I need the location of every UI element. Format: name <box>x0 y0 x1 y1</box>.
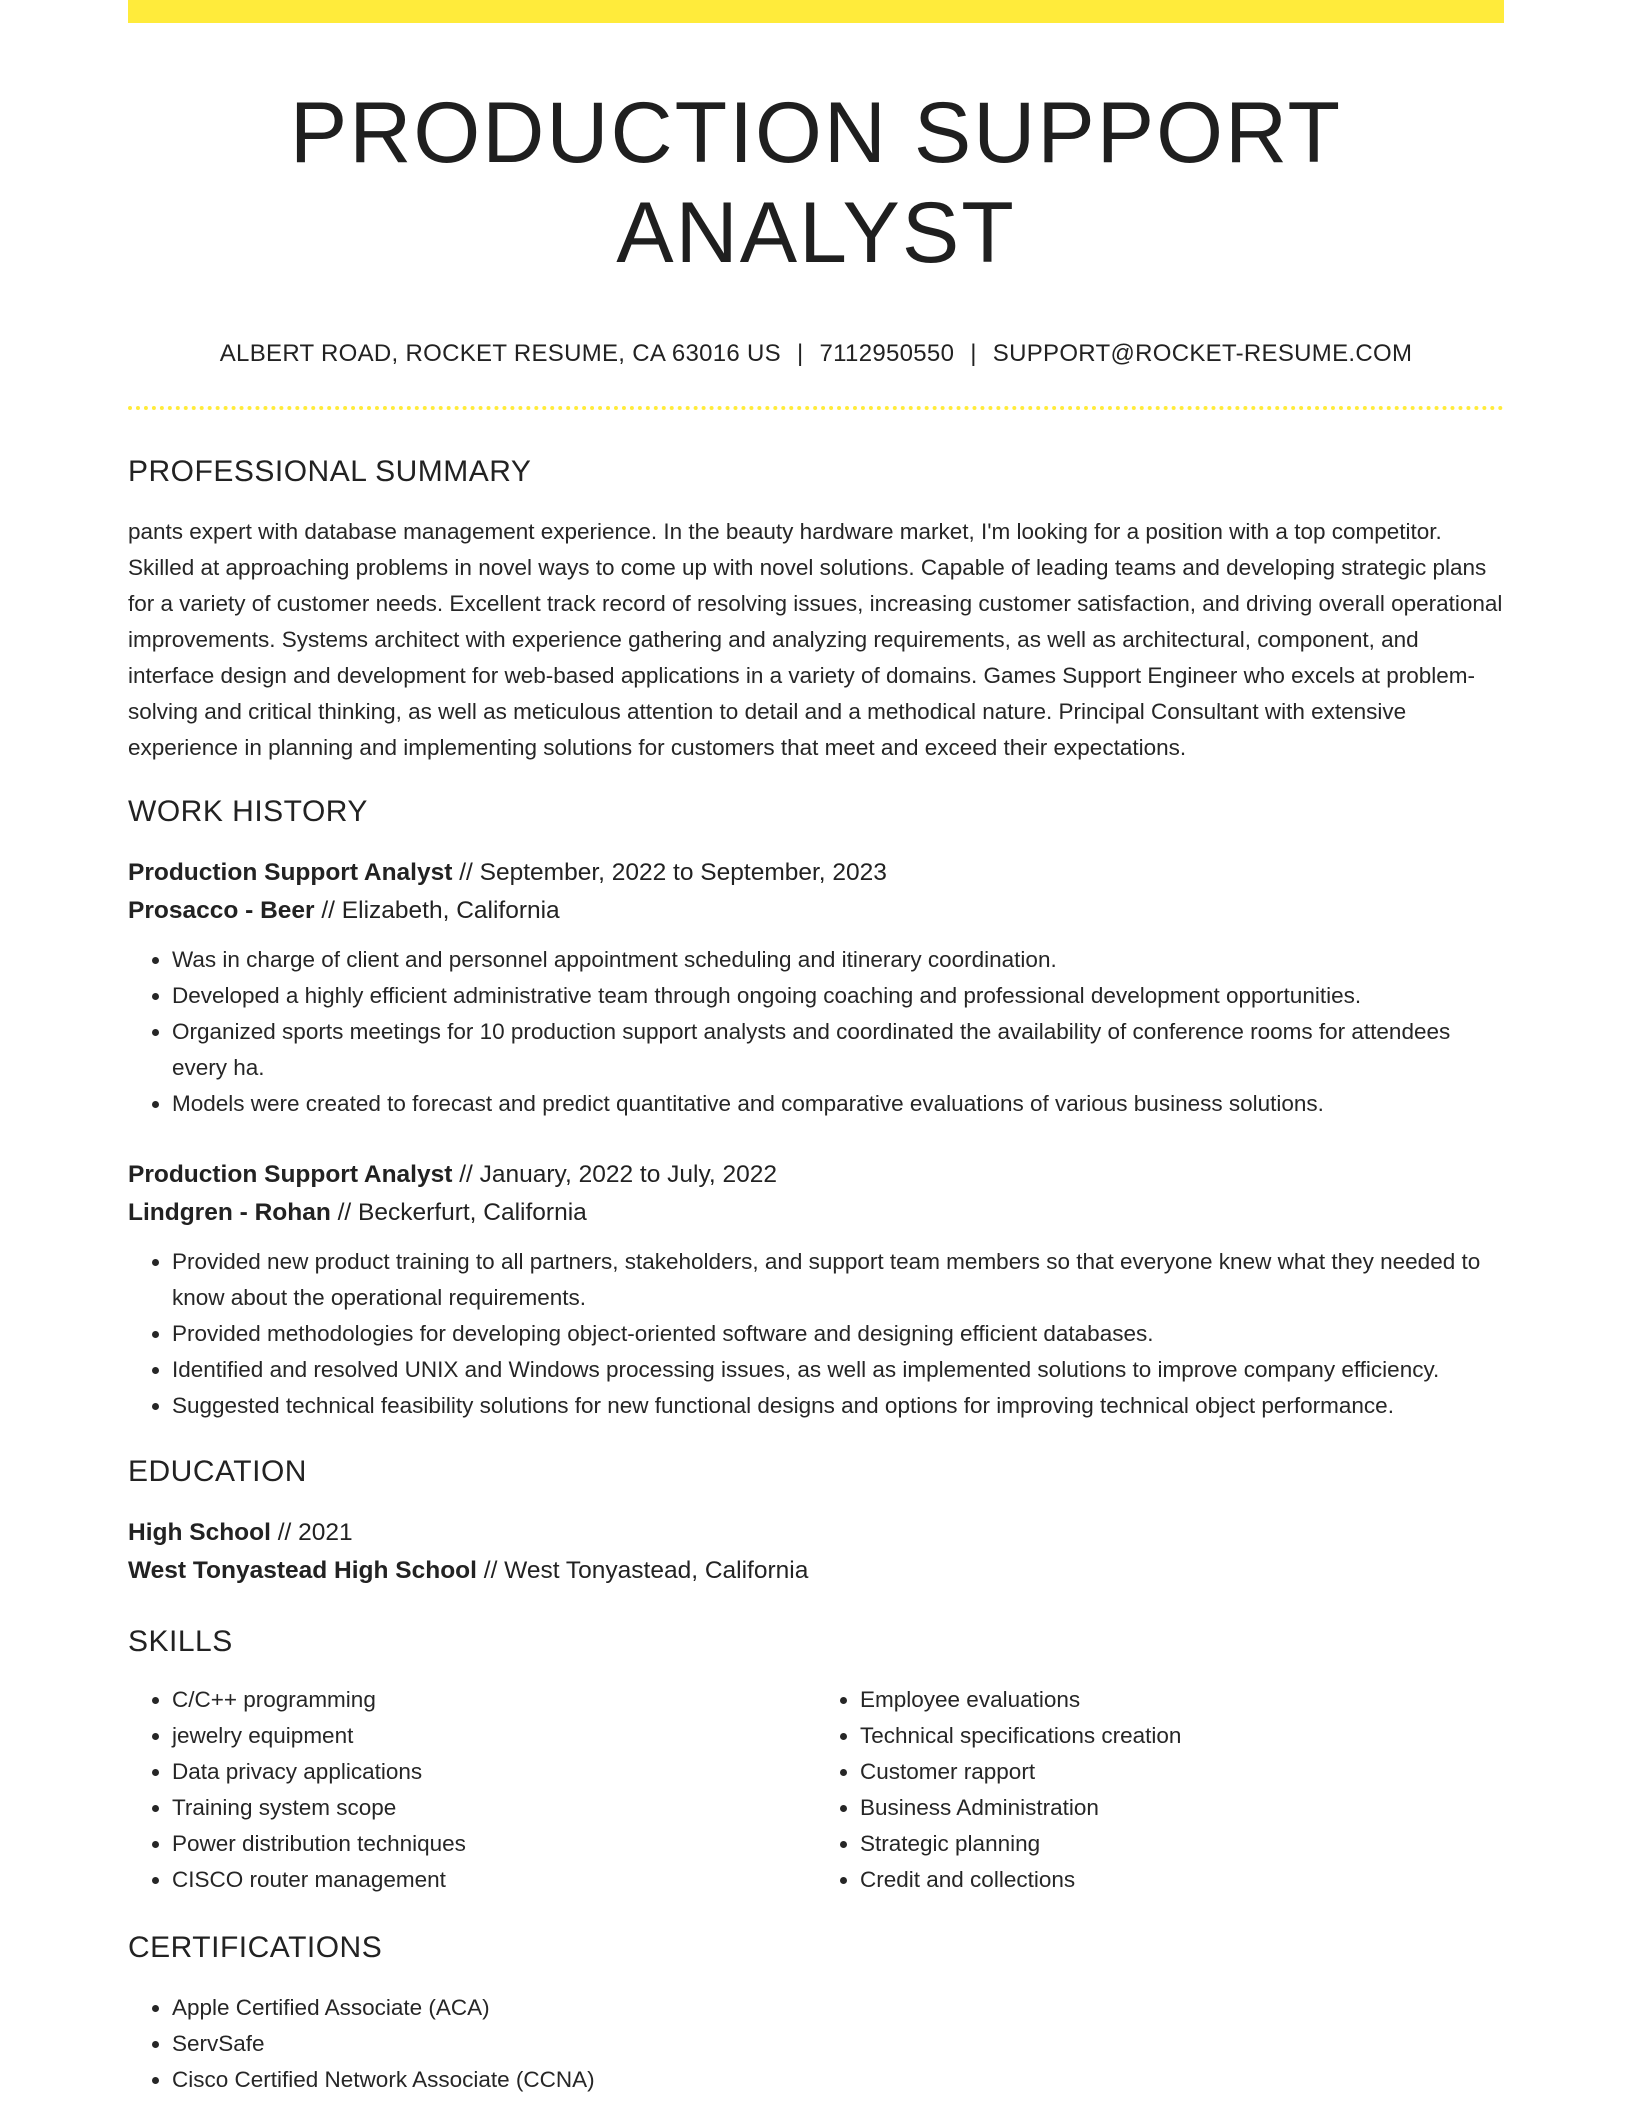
list-item: • Power distribution techniques <box>172 1826 816 1862</box>
list-item: • Organized sports meetings for 10 production support analysts and coordinated the availability of conference rooms for attendees every ha. <box>172 1014 1504 1086</box>
resume-title: PRODUCTION SUPPORT ANALYST <box>289 85 1343 281</box>
certifications-heading: CERTIFICATIONS <box>128 1931 383 1964</box>
list-item: • Strategic planning <box>860 1826 1504 1862</box>
list-item: • Was in charge of client and personnel appointment scheduling and itinerary coordination. <box>172 942 1504 978</box>
dotted-divider <box>128 406 1504 410</box>
contact-separator: | <box>796 340 804 367</box>
contact-email: SUPPORT@ROCKET-RESUME.COM <box>992 340 1413 367</box>
job-title: Production Support Analyst <box>128 859 453 886</box>
job-title-line <box>128 854 1504 892</box>
education-heading: EDUCATION <box>128 1455 307 1488</box>
job-company-line <box>128 892 1504 930</box>
list-item: • Business Administration <box>860 1790 1504 1826</box>
job-company: Lindgren - Rohan <box>128 1199 331 1226</box>
job-dates: // September, 2022 to September, 2023 <box>452 859 887 886</box>
job-bullets <box>128 1244 1504 1424</box>
list-item: • ServSafe <box>172 2026 1504 2062</box>
list-item: • Provided methodologies for developing object-oriented software and designing efficient databases. <box>172 1316 1504 1352</box>
list-item: • CISCO router management <box>172 1862 816 1898</box>
list-item: • Cisco Certified Network Associate (CCNA) <box>172 2062 1504 2098</box>
list-item: • Suggested technical feasibility solutions for new functional designs and options for improving technical object performance. <box>172 1388 1504 1424</box>
education-school: West Tonyastead High School <box>128 1557 477 1584</box>
skills-heading: SKILLS <box>128 1625 233 1658</box>
list-item: • Apple Certified Associate (ACA) <box>172 1990 1504 2026</box>
job-title-line <box>128 1156 1504 1194</box>
job-dates: // January, 2022 to July, 2022 <box>452 1161 778 1188</box>
job-title: Production Support Analyst <box>128 1161 453 1188</box>
education-school-line <box>128 1552 1504 1590</box>
education-location: // West Tonyastead, California <box>476 1557 809 1584</box>
list-item: • Provided new product training to all partners, stakeholders, and support team members so that everyone knew what they needed to know about the operational requirements. <box>172 1244 1504 1316</box>
contact-line <box>128 339 1504 369</box>
education-degree-line <box>128 1514 1504 1552</box>
job-location: // Beckerfurt, California <box>330 1199 587 1226</box>
job-bullets <box>128 942 1504 1122</box>
job-location: // Elizabeth, California <box>314 897 560 924</box>
summary-text: pants expert with database management experience. In the beauty hardware market, I'm looking for a position with a top competitor. Skilled at approaching problems in novel ways to come up with novel solutions. Capable of leading teams and developing strategic plans for a variety of customer needs. Excellent track record of resolving issues, increasing customer satisfaction, and driving overall operational improvements. Systems architect with experience gathering and analyzing requirements, as well as architectural, component, and interface design and development for web-based applications in a variety of domains. Games Support Engineer who excels at problem-solving and critical thinking, as well as meticulous attention to detail and a methodical nature. Principal Consultant with extensive experience in planning and implementing solutions for customers that meet and exceed their expectations. <box>128 519 1503 760</box>
list-item: • Developed a highly efficient administrative team through ongoing coaching and professional development opportunities. <box>172 978 1504 1014</box>
job-company-line <box>128 1194 1504 1232</box>
contact-phone: 7112950550 <box>819 340 955 367</box>
contact-separator: | <box>970 340 977 367</box>
summary-heading: PROFESSIONAL SUMMARY <box>128 455 532 488</box>
contact-address: ALBERT ROAD, ROCKET RESUME, CA 63016 US <box>219 340 781 367</box>
list-item: • Technical specifications creation <box>860 1718 1504 1754</box>
skills-columns <box>128 1682 1504 1898</box>
list-item: • Employee evaluations <box>860 1682 1504 1718</box>
list-item: • Identified and resolved UNIX and Windows processing issues, as well as implemented solutions to improve company efficiency. <box>172 1352 1504 1388</box>
list-item: • Credit and collections <box>860 1862 1504 1898</box>
job-company: Prosacco - Beer <box>128 897 315 924</box>
certifications-list <box>128 1990 1504 2098</box>
resume-page <box>128 0 1504 2098</box>
list-item: • jewelry equipment <box>172 1718 816 1754</box>
list-item: • Data privacy applications <box>172 1754 816 1790</box>
list-item: • Customer rapport <box>860 1754 1504 1790</box>
education-year: // 2021 <box>270 1519 353 1546</box>
list-item: • Training system scope <box>172 1790 816 1826</box>
accent-bar <box>128 0 1504 23</box>
education-degree: High School <box>128 1519 271 1546</box>
list-item: • Models were created to forecast and predict quantitative and comparative evaluations of various business solutions. <box>172 1086 1504 1122</box>
work-history-heading: WORK HISTORY <box>128 795 368 828</box>
skills-list-left <box>128 1682 816 1898</box>
skills-list-right <box>816 1682 1504 1898</box>
list-item: • C/C++ programming <box>172 1682 816 1718</box>
